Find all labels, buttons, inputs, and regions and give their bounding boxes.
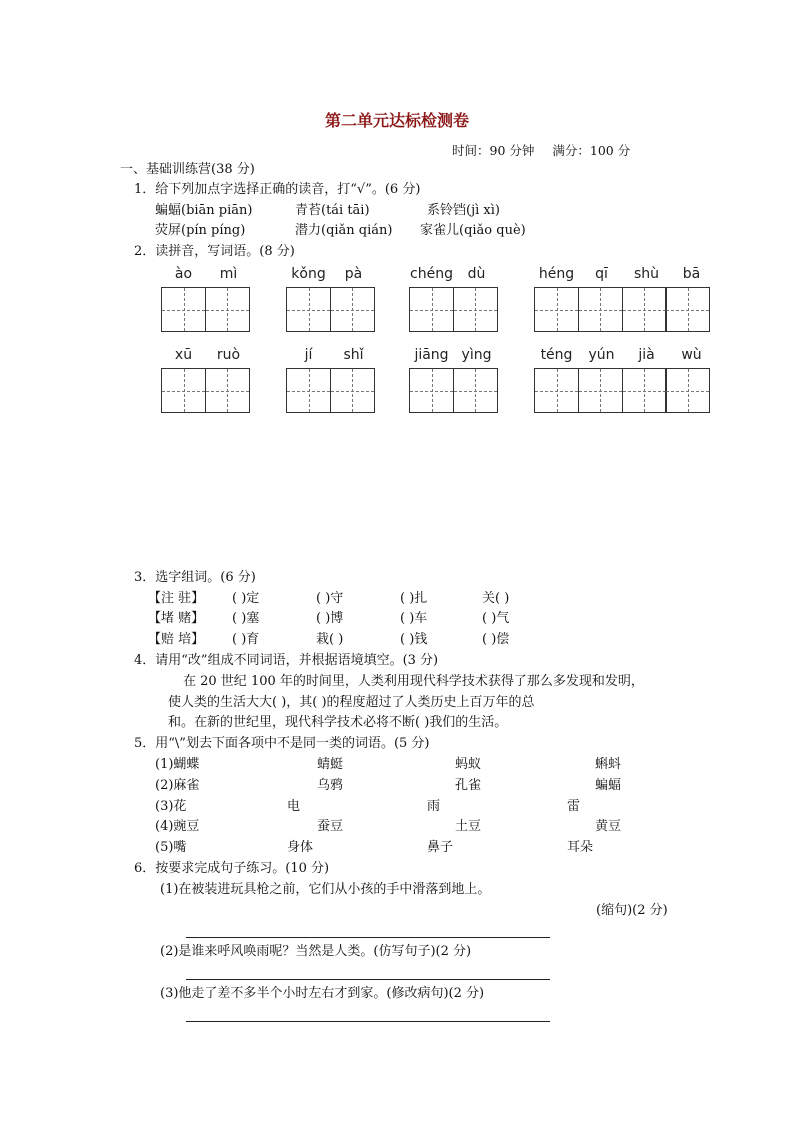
writing-cell[interactable] [161, 287, 206, 332]
pinyin-group [286, 266, 376, 282]
pinyin-group [409, 266, 499, 282]
q5-word: 雷 [567, 799, 581, 814]
q1-item: 家雀儿(qiǎo què) [420, 223, 526, 238]
q6-note: (缩句)(2 分) [596, 903, 668, 918]
q5-word: (2)麻雀 [155, 778, 200, 793]
q5-row [155, 756, 621, 774]
q5-word: 雨 [427, 799, 441, 814]
q3-item: ( )气 [482, 611, 510, 626]
pinyin-group [161, 347, 251, 363]
q5-word: 蜻蜓 [317, 757, 344, 772]
writing-cell[interactable] [578, 287, 623, 332]
q3-item: ( )育 [232, 632, 260, 647]
writing-cell[interactable] [665, 287, 710, 332]
exam-meta [452, 141, 630, 159]
writing-cell[interactable] [622, 287, 667, 332]
pinyin-label: qī [595, 266, 608, 282]
q5-word: 耳朵 [567, 840, 594, 855]
writing-cell[interactable] [286, 368, 331, 413]
q3-item: ( )钱 [400, 632, 428, 647]
q1-item: 青苔(tái tāi) [295, 203, 370, 218]
pinyin-group [534, 347, 714, 363]
answer-line[interactable] [186, 1021, 550, 1022]
pinyin-label: héng [538, 266, 575, 282]
q3-group: 【注 驻】 [148, 591, 205, 606]
pinyin-label: dù [467, 266, 486, 282]
writing-cell[interactable] [330, 368, 375, 413]
pinyin-group [161, 266, 251, 282]
q5-word: (3)花 [155, 799, 187, 814]
writing-grid [534, 287, 710, 332]
q5-word: 蚕豆 [317, 819, 344, 834]
pinyin-label: ruò [216, 347, 241, 363]
writing-grid [161, 368, 250, 413]
q5-row [155, 839, 593, 857]
pinyin-label: jià [638, 347, 655, 363]
writing-cell[interactable] [205, 287, 250, 332]
writing-cell[interactable] [534, 287, 579, 332]
pinyin-label: yìng [461, 347, 492, 363]
writing-cell[interactable] [453, 287, 498, 332]
q6-sentence: (1)在被装进玩具枪之前，它们从小孩的手中滑落到地上。 [160, 882, 491, 897]
q5-word: 蝌蚪 [595, 757, 622, 772]
q5-word: (1)蝴蝶 [155, 757, 200, 772]
q3-item: 栽( ) [316, 632, 344, 647]
pinyin-label: bā [682, 266, 701, 282]
q4-passage-line: 使人类的生活大大( )，其( )的程度超过了人类历史上百万年的总 [168, 695, 535, 710]
writing-grid [409, 368, 498, 413]
q5-word: (5)嘴 [155, 840, 187, 855]
writing-cell[interactable] [534, 368, 579, 413]
q6-sentence: (3)他走了差不多半个小时左右才到家。(修改病句)(2 分) [160, 986, 485, 1001]
pinyin-label: wù [681, 347, 702, 363]
writing-cell[interactable] [665, 368, 710, 413]
pinyin-label: chéng [410, 266, 453, 282]
q5-word: 蚂蚁 [455, 757, 482, 772]
writing-cell[interactable] [205, 368, 250, 413]
pinyin-group [409, 347, 499, 363]
q3-prompt: 3．选字组词。(6 分) [134, 570, 256, 585]
writing-grid [534, 368, 710, 413]
q6-prompt: 6．按要求完成句子练习。(10 分) [134, 861, 330, 876]
q3-row [148, 631, 509, 649]
q3-item: ( )扎 [400, 591, 428, 606]
q1-row-1 [155, 202, 500, 220]
q5-word: 电 [287, 799, 301, 814]
writing-grid [286, 287, 375, 332]
q5-word: 身体 [287, 840, 314, 855]
q5-word: 蝙蝠 [595, 778, 622, 793]
q5-row [155, 798, 580, 816]
q3-group: 【赔 培】 [148, 632, 205, 647]
section-heading: 一、基础训练营(38 分) [120, 162, 255, 177]
pinyin-label: pà [344, 266, 363, 282]
writing-cell[interactable] [161, 368, 206, 413]
pinyin-label: shǐ [343, 347, 364, 363]
q3-item: ( )偿 [482, 632, 510, 647]
full-score: 满分：100 分 [552, 143, 631, 158]
q1-item: 荧屏(pín píng) [155, 223, 246, 238]
q1-prompt: 1．给下列加点字选择正确的读音，打“√”。(6 分) [134, 182, 421, 197]
q3-item: ( )塞 [232, 611, 260, 626]
writing-grid [161, 287, 250, 332]
q3-group: 【堵 赌】 [148, 611, 205, 626]
writing-cell[interactable] [578, 368, 623, 413]
q3-item: 关( ) [482, 591, 510, 606]
q5-word: 孔雀 [455, 778, 482, 793]
q5-prompt: 5．用“\”划去下面各项中不是同一类的词语。(5 分) [134, 736, 430, 751]
pinyin-group [286, 347, 376, 363]
q5-word: (4)豌豆 [155, 819, 200, 834]
q1-row-2 [155, 222, 526, 240]
q4-passage-line: 和。在新的世纪里，现代科学技术必将不断( )我们的生活。 [168, 715, 508, 730]
q4-passage-line: 在 20 世纪 100 年的时间里，人类利用现代科学技术获得了那么多发现和发明， [183, 674, 644, 689]
q3-row [148, 590, 509, 608]
q1-item: 潜力(qiǎn qián) [295, 223, 393, 238]
writing-grid [286, 368, 375, 413]
pinyin-label: téng [540, 347, 573, 363]
writing-cell[interactable] [409, 287, 454, 332]
time-limit: 时间：90 分钟 [452, 143, 535, 158]
writing-cell[interactable] [409, 368, 454, 413]
pinyin-label: ào [174, 266, 193, 282]
q6-sentence: (2)是谁来呼风唤雨呢？当然是人类。(仿写句子)(2 分) [160, 944, 472, 959]
pinyin-group [534, 266, 714, 282]
pinyin-label: yún [588, 347, 615, 363]
q5-row [155, 818, 621, 836]
pinyin-label: shù [633, 266, 660, 282]
q5-word: 黄豆 [595, 819, 622, 834]
q3-row [148, 610, 509, 628]
page-title: 第二单元达标检测卷 [324, 111, 469, 130]
pinyin-label: jí [304, 347, 313, 363]
q5-word: 土豆 [455, 819, 482, 834]
q4-prompt: 4．请用“改”组成不同词语，并根据语境填空。(3 分) [134, 653, 439, 668]
writing-grid [409, 287, 498, 332]
q3-item: ( )博 [316, 611, 344, 626]
q1-item: 蝙蝠(biān piān) [155, 203, 253, 218]
writing-cell[interactable] [453, 368, 498, 413]
writing-cell[interactable] [330, 287, 375, 332]
pinyin-label: jiāng [414, 347, 449, 363]
q2-prompt: 2．读拼音，写词语。(8 分) [134, 244, 295, 259]
q5-row [155, 777, 621, 795]
q3-item: ( )守 [316, 591, 344, 606]
q3-item: ( )车 [400, 611, 428, 626]
writing-cell[interactable] [286, 287, 331, 332]
pinyin-label: xū [174, 347, 193, 363]
pinyin-label: mì [219, 266, 238, 282]
q1-item: 系铃铛(jì xì) [427, 203, 500, 218]
writing-cell[interactable] [622, 368, 667, 413]
q5-word: 乌鸦 [317, 778, 344, 793]
answer-line[interactable] [186, 979, 550, 980]
q5-word: 鼻子 [427, 840, 454, 855]
pinyin-label: kǒng [291, 266, 326, 282]
answer-line[interactable] [186, 937, 550, 938]
q3-item: ( )定 [232, 591, 260, 606]
